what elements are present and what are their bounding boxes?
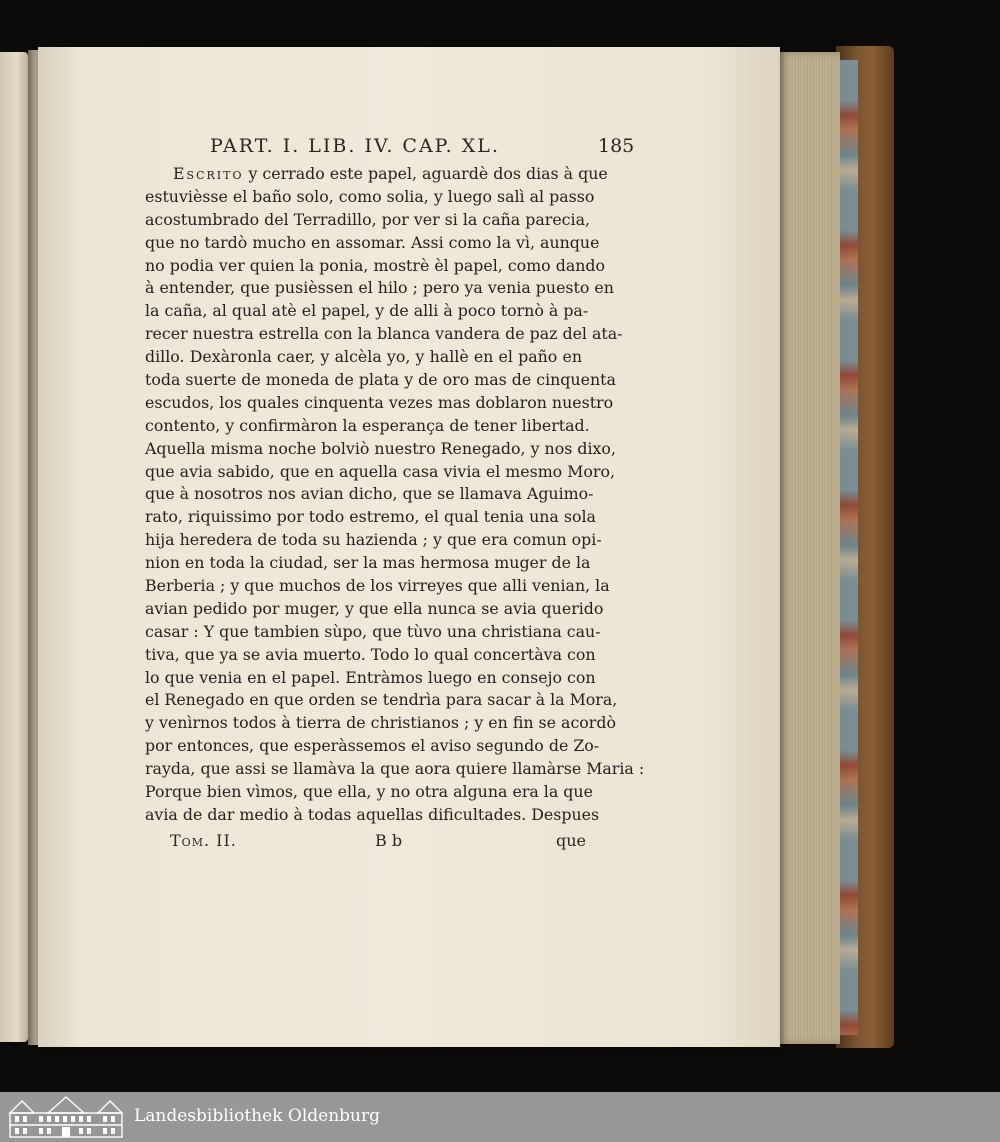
text-line: hija heredera de toda su hazienda ; y que era comun opi- bbox=[145, 530, 602, 550]
text-line: que no tardò mucho en assomar. Assi como la vì, aunque bbox=[145, 232, 600, 252]
initial-word: Escrito bbox=[173, 164, 244, 183]
text-line: el Renegado en que orden se tendrìa para sacar à la Mora, bbox=[145, 690, 618, 710]
text-line: Porque bien vìmos, que ella, y no otra alguna era la que bbox=[145, 782, 593, 802]
text-line: nion en toda la ciudad, ser la mas hermosa muger de la bbox=[145, 553, 591, 573]
text-line: avia de dar medio à todas aquellas dificultades. Despues bbox=[145, 804, 600, 824]
page-number: 185 bbox=[598, 135, 635, 157]
text-line: rato, riquissimo por todo estremo, el qual tenia una sola bbox=[145, 507, 596, 527]
text-line: Aquella misma noche bolviò nuestro Renegado, y nos dixo, bbox=[145, 438, 616, 458]
text-line: dillo. Dexàronla caer, y alcèla yo, y hallè en el paño en bbox=[145, 347, 582, 367]
page-body-text bbox=[145, 163, 645, 827]
text-line: que à nosotros nos avian dicho, que se llamava Aguimo- bbox=[145, 484, 594, 504]
marbled-edge bbox=[838, 60, 858, 1035]
text-line: la caña, al qual atè el papel, y de alli à poco tornò à pa- bbox=[145, 301, 589, 321]
text-line: Escrito y cerrado este papel, aguardè dos dias à que bbox=[173, 164, 608, 183]
text-line: tiva, que ya se avia muerto. Todo lo qual concertàva con bbox=[145, 644, 596, 664]
page-fore-edge bbox=[778, 52, 840, 1044]
text-line: que avia sabido, que en aquella casa vivia el mesmo Moro, bbox=[145, 461, 615, 481]
library-footer-bar bbox=[0, 1092, 1000, 1142]
text-line: avian pedido por muger, y que ella nunca se avia querido bbox=[145, 598, 604, 618]
library-name: Landesbibliothek Oldenburg bbox=[134, 1106, 381, 1126]
text-line: escudos, los quales cinquenta vezes mas doblaron nuestro bbox=[145, 392, 614, 412]
text-line: Berberia ; y que muchos de los virreyes que alli venian, la bbox=[145, 576, 610, 596]
text-line: estuvièsse el baño solo, como solia, y luego salì al passo bbox=[145, 186, 595, 206]
text-line: rayda, que assi se llamàva la que aora quiere llamàrse Maria : bbox=[145, 759, 645, 779]
running-head-title: PART. I. LIB. IV. CAP. XL. bbox=[210, 135, 500, 157]
running-head bbox=[210, 135, 635, 163]
catchword: que bbox=[556, 831, 587, 850]
left-page-edge bbox=[0, 52, 28, 1042]
library-building-icon bbox=[8, 1095, 124, 1139]
text-line: recer nuestra estrella con la blanca vandera de paz del ata- bbox=[145, 324, 623, 344]
text-line: acostumbrado del Terradillo, por ver si la caña parecia, bbox=[145, 209, 591, 229]
text-line: casar : Y que tambien sùpo, que tùvo una christiana cau- bbox=[145, 621, 601, 641]
text-line: y venìrnos todos à tierra de christianos ; y en fin se acordò bbox=[145, 713, 616, 733]
page-footer bbox=[170, 831, 590, 855]
text-line: à entender, que pusièssen el hilo ; pero ya venia puesto en bbox=[145, 278, 614, 298]
text-line: no podia ver quien la ponia, mostrè èl papel, como dando bbox=[145, 255, 606, 275]
text-line: por entonces, que esperàssemos el aviso segundo de Zo- bbox=[145, 736, 600, 756]
signature-mark: B b bbox=[375, 831, 403, 850]
text-line: contento, y confirmàron la esperança de tener libertad. bbox=[145, 415, 590, 435]
text-line: lo que venia en el papel. Entràmos luego en consejo con bbox=[145, 667, 596, 687]
text-line: toda suerte de moneda de plata y de oro mas de cinquenta bbox=[145, 370, 616, 390]
volume-label: Tom. II. bbox=[170, 831, 237, 850]
